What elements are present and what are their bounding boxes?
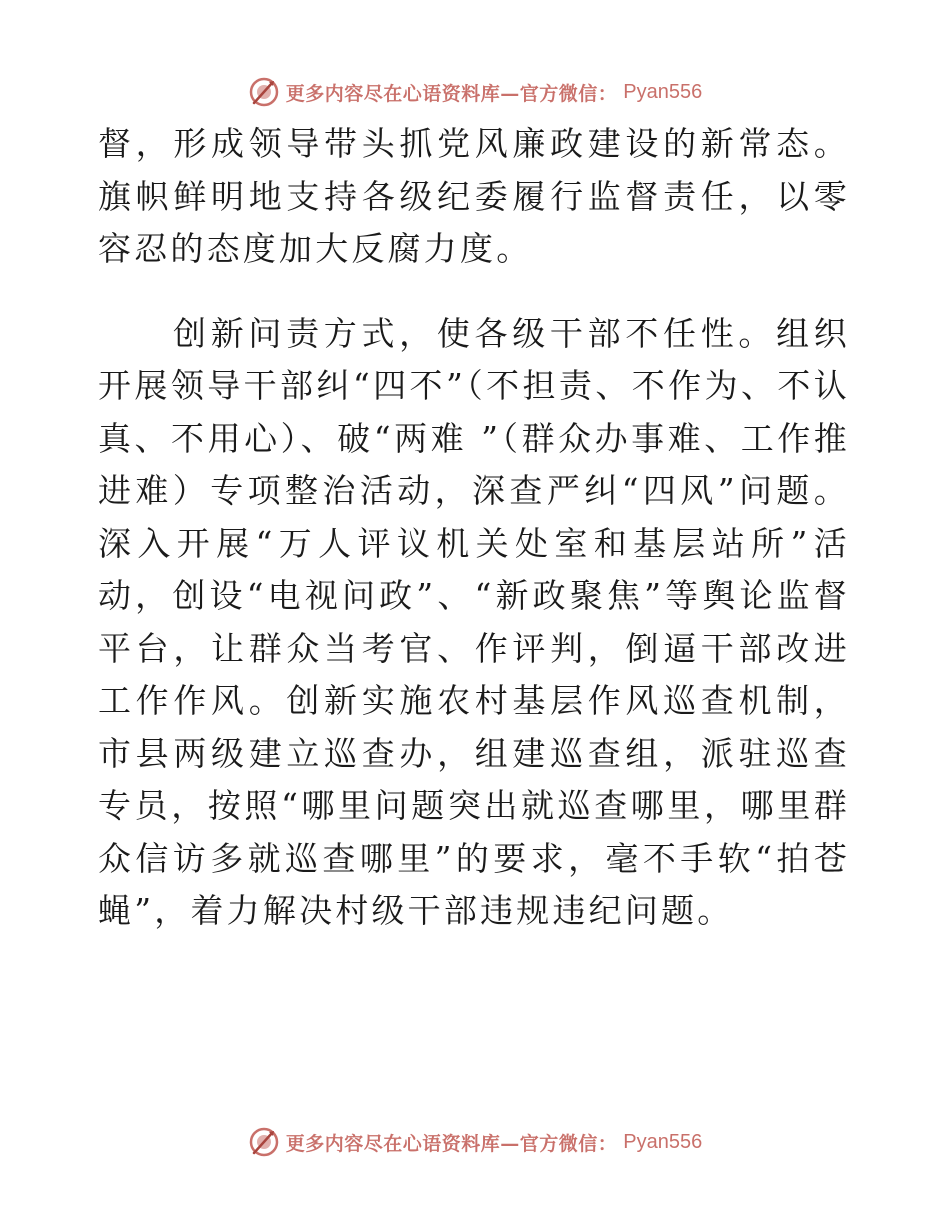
- watermark-text: 更多内容尽在心语资料库—官方微信：: [285, 82, 618, 105]
- header-watermark: [0, 72, 950, 112]
- watermark-text: 更多内容尽在心语资料库—官方微信：: [285, 1132, 618, 1155]
- paragraph: 创新问责方式，使各级干部不任性。组织开展领导干部纠“四不”（不担责、不作为、不认真、不用心）、破“两难 ”（群众办事难、工作推进难）专项整治活动，深查严纠“四风”问题。深入开展“万人评议机关处室和基层站所”活动，创设“电视问政”、“新政聚焦”等舆论监督平台，让群众当考官、作评判，倒逼干部改进工作作风。创新实施农村基层作风巡查机制，市县两级建立巡查办，组建巡查组，派驻巡查专员，按照“哪里问题突出就巡查哪里，哪里群众信访多就巡查哪里”的要求，毫不手软“拍苍蝇”，着力解决村级干部违规违纪问题。: [98, 313, 850, 930]
- paragraph-continued: 督，形成领导带头抓党风廉政建设的新常态。旗帜鲜明地支持各级纪委履行监督责任，以零容忍的态度加大反腐力度。: [98, 124, 850, 268]
- watermark-wechat-id: Pyan556: [623, 1130, 703, 1153]
- footer-watermark: [0, 1122, 950, 1162]
- document-body: [98, 118, 850, 938]
- watermark-wechat-id: Pyan556: [623, 80, 703, 103]
- brand-logo-icon: [248, 76, 280, 108]
- brand-logo-icon: [248, 1126, 280, 1158]
